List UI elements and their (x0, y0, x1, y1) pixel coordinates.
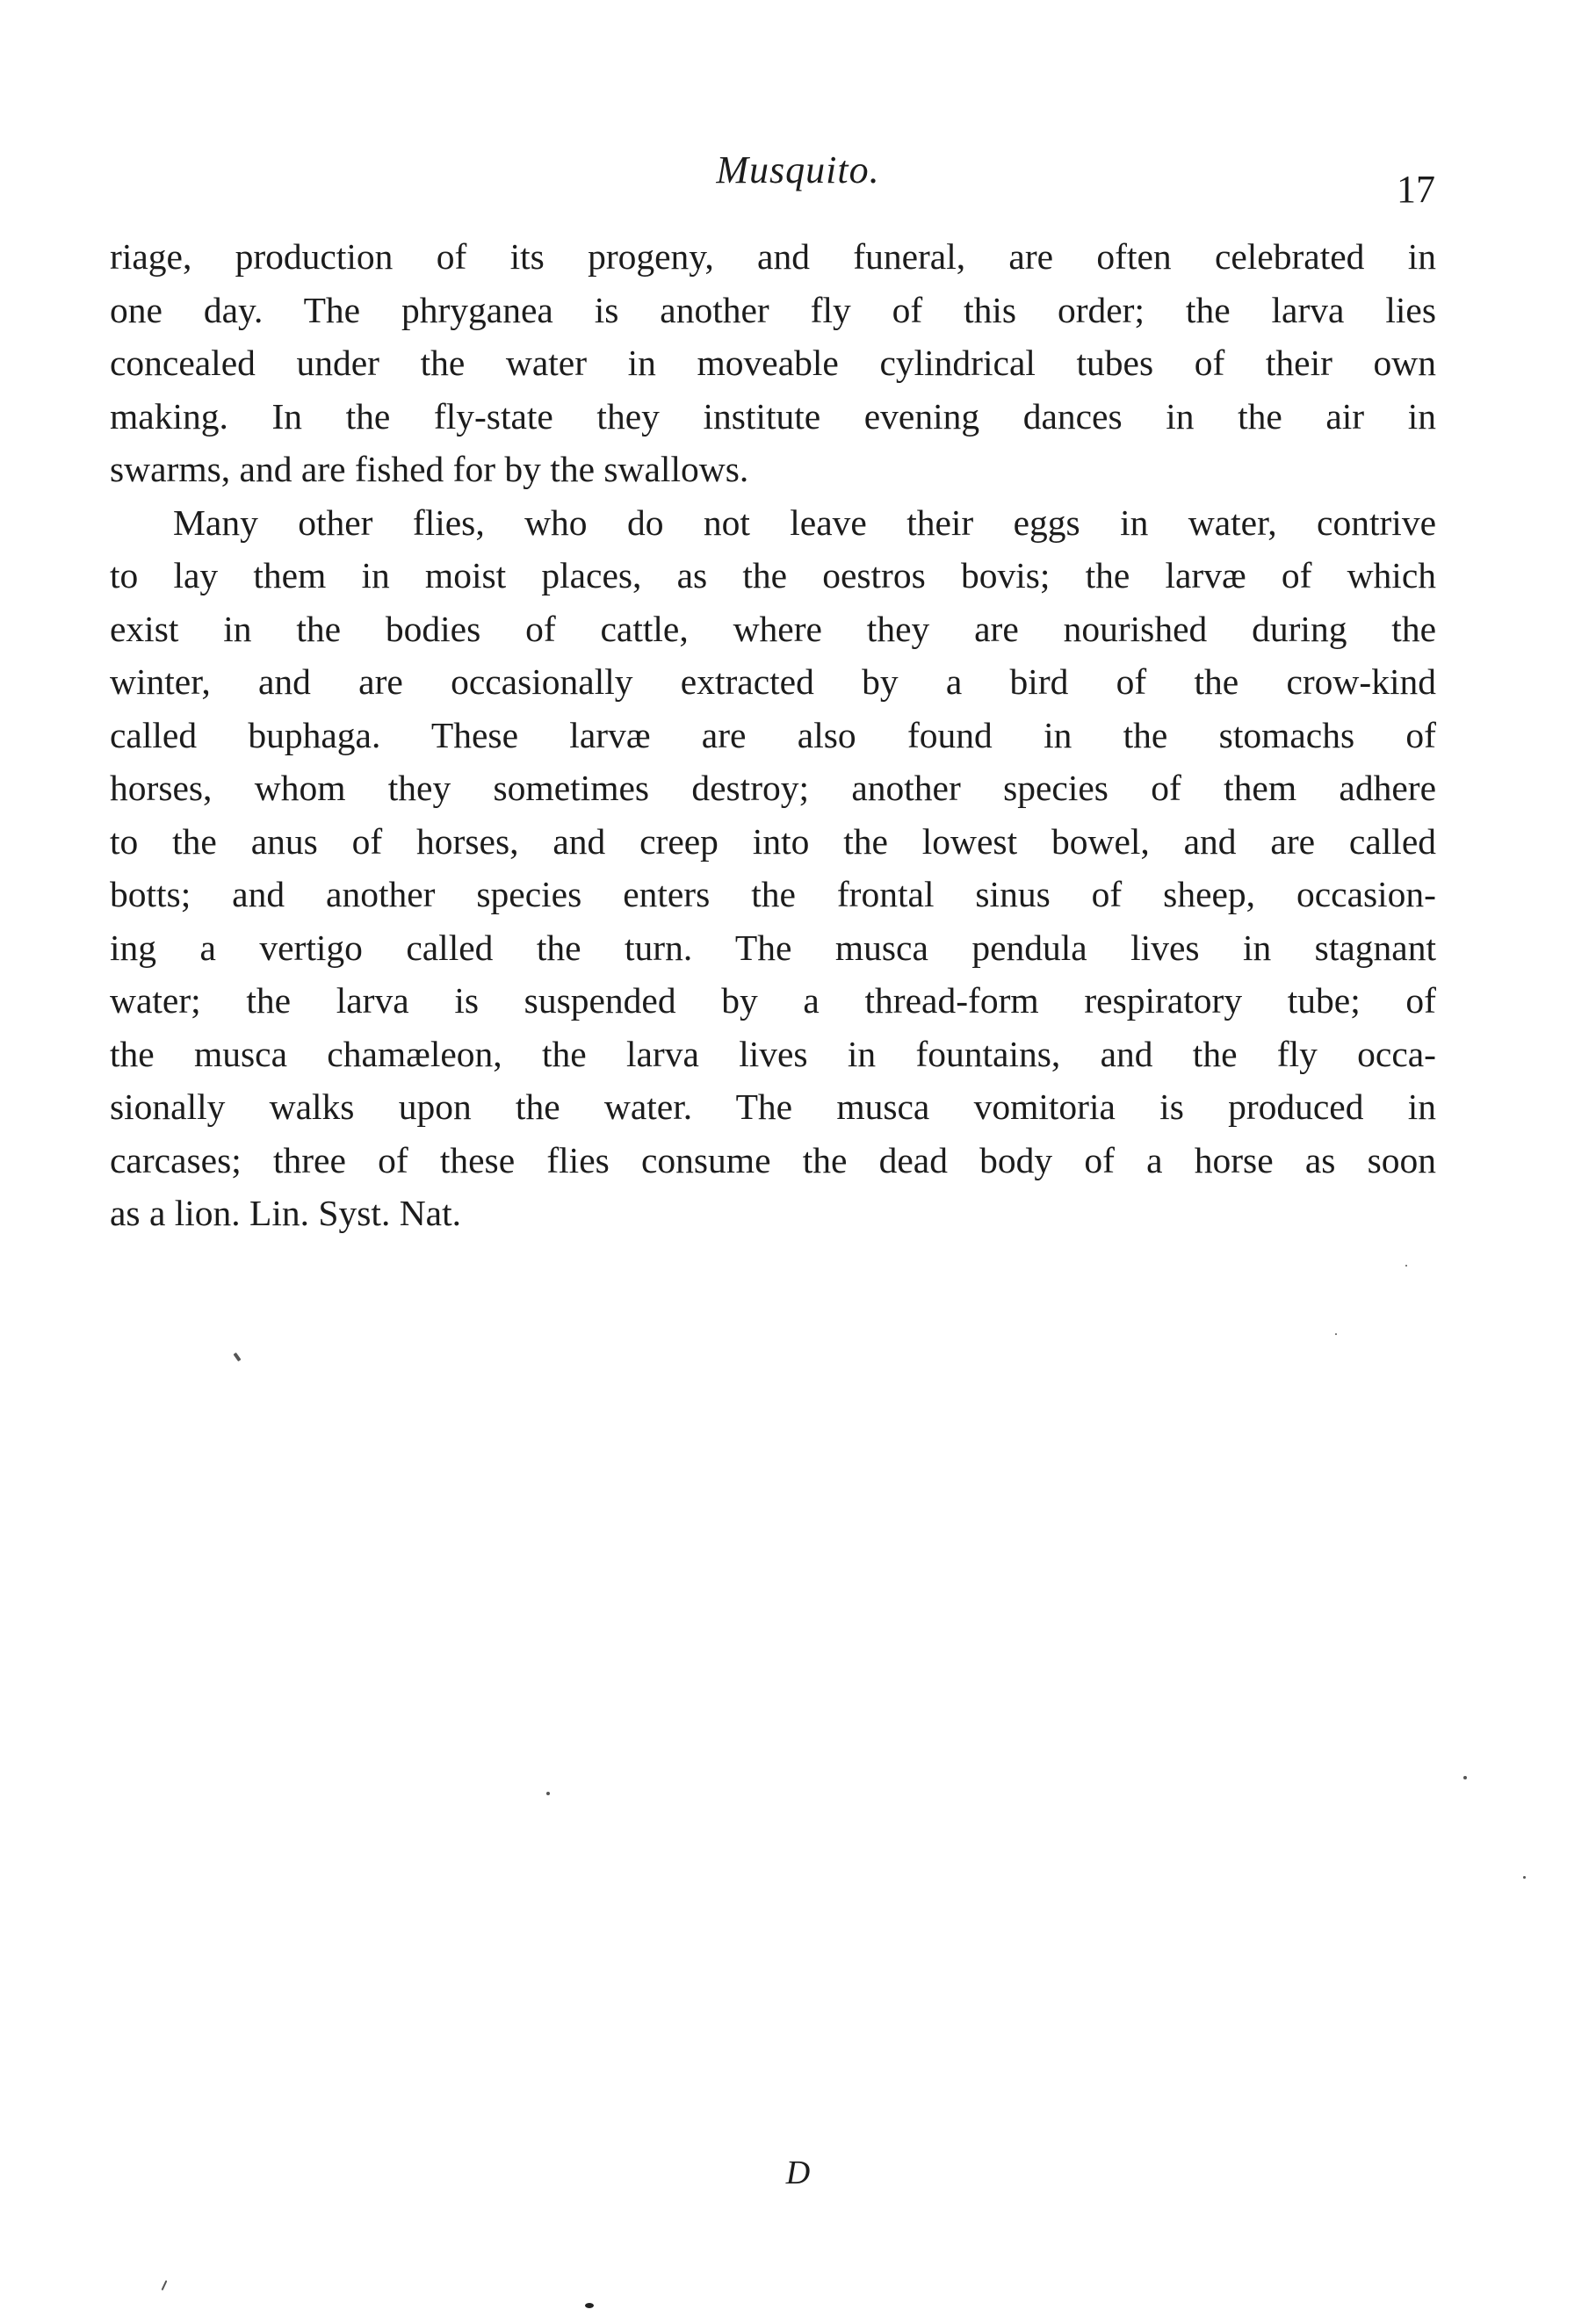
print-speck (1335, 1333, 1337, 1335)
text-line: sionally walks upon the water. The musca vomitoria is produced in (110, 1086, 1436, 1127)
text-line: concealed under the water in moveable cylindrical tubes of their own (110, 343, 1436, 383)
text-line: the musca chamæleon, the larva lives in fountains, and the fly occa- (110, 1033, 1436, 1074)
text-line: exist in the bodies of cattle, where they are nourished during the (110, 608, 1436, 649)
print-speck (233, 1353, 241, 1361)
text-line: ing a vertigo called the turn. The musca pendula lives in stagnant (110, 927, 1436, 968)
text-line: to the anus of horses, and creep into the lowest bowel, and are called (110, 820, 1436, 862)
page-number: 17 (1397, 168, 1435, 211)
text-line: water; the larva is suspended by a thread-form respiratory tube; of (110, 980, 1436, 1021)
text-line: carcases; three of these flies consume the dead body of a horse as soon (110, 1139, 1436, 1180)
paragraph-many-other-flies (110, 496, 1436, 1240)
text-line: horses, whom they sometimes destroy; another species of them adhere (110, 768, 1436, 808)
text-line: riage, production of its progeny, and funeral, are often celebrated in (110, 236, 1436, 277)
running-head (0, 148, 1596, 211)
text-line: to lay them in moist places, as the oestros bovis; the larvæ of which (110, 555, 1436, 595)
body-text (110, 230, 1436, 1240)
text-line: botts; and another species enters the frontal sinus of sheep, occasion- (110, 874, 1436, 914)
text-line: making. In the fly-state they institute evening dances in the air in (110, 395, 1436, 437)
print-speck (1405, 1265, 1407, 1267)
print-speck (585, 2303, 594, 2308)
text-line: swarms, and are fished for by the swallows. (110, 449, 749, 489)
running-title: Musquito. (716, 148, 880, 191)
signature-mark: D (785, 2154, 811, 2191)
paragraph-continued (110, 230, 1436, 496)
print-speck (1523, 1876, 1526, 1879)
text-line: Many other flies, who do not leave their eggs in water, contrive (173, 502, 1436, 543)
text-line: winter, and are occasionally extracted by a bird of the crow-kind (110, 661, 1436, 702)
text-line: one day. The phryganea is another fly of this order; the larva lies (110, 289, 1436, 330)
print-speck (546, 1792, 550, 1795)
text-line: called buphaga. These larvæ are also found in the stomachs of (110, 714, 1436, 755)
text-line: as a lion. Lin. Syst. Nat. (110, 1193, 461, 1233)
print-speck (162, 2280, 168, 2291)
print-speck (1463, 1776, 1467, 1779)
